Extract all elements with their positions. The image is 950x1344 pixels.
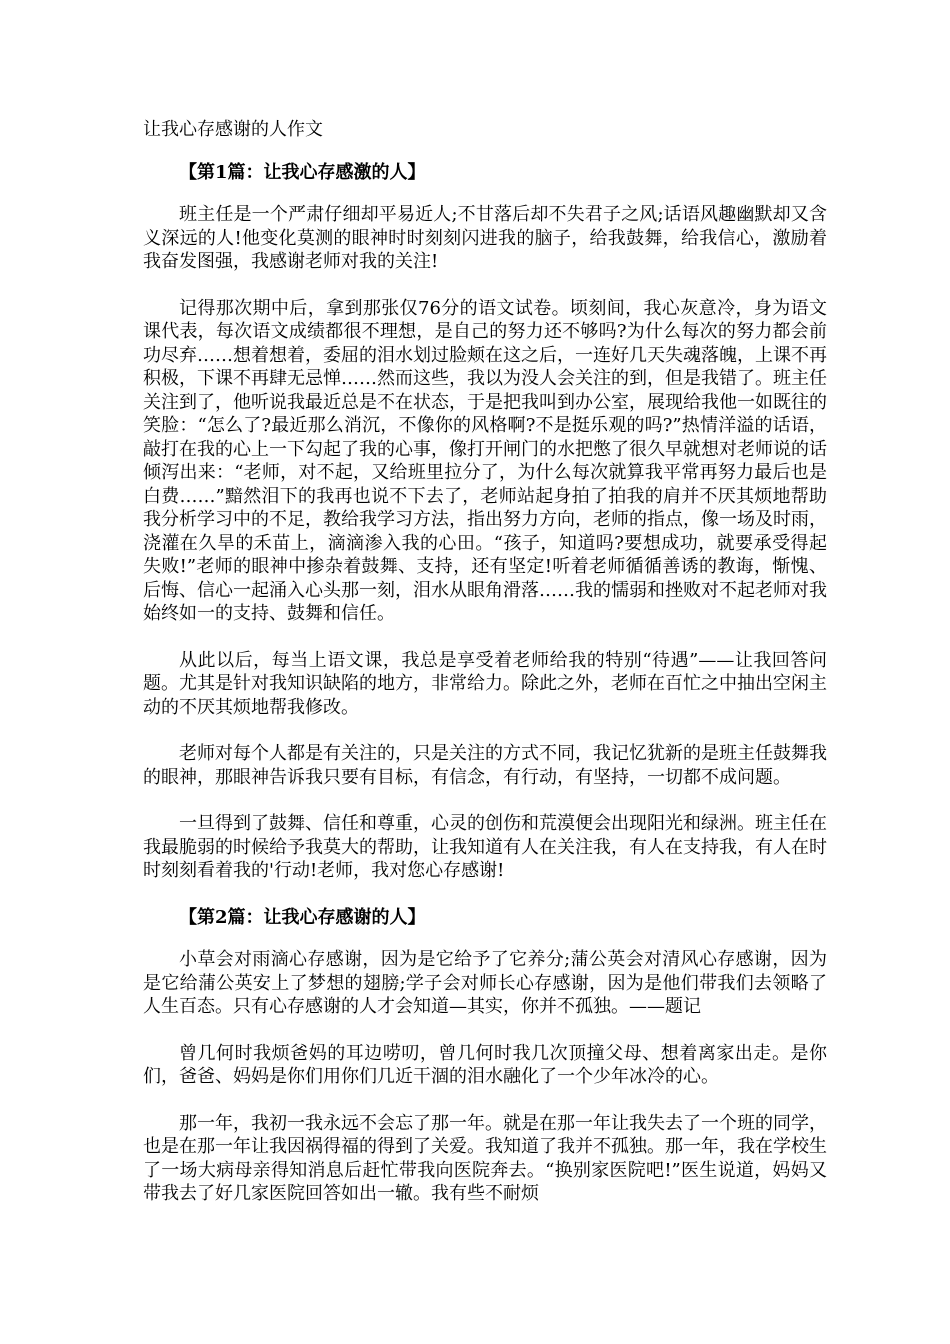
paragraph: 一旦得到了鼓舞、信任和尊重，心灵的创伤和荒漠便会出现阳光和绿洲。班主任在我最脆弱的时候给予我莫大的帮助，让我知道有人在关注我，有人在支持我，有人在时时刻刻看着我的'行动!老师，我对您心存感谢! <box>143 813 827 881</box>
section-heading-2: 【第2篇：让我心存感谢的人】 <box>179 906 426 928</box>
document-title: 让我心存感谢的人作文 <box>143 119 323 140</box>
document-body <box>143 118 827 1229</box>
paragraph: 老师对每个人都是有关注的，只是关注的方式不同，我记忆犹新的是班主任鼓舞我的眼神，那眼神告诉我只要有目标，有信念，有行动，有坚持，一切都不成问题。 <box>143 743 827 788</box>
paragraph: 从此以后，每当上语文课，我总是享受着老师给我的特别“待遇”——让我回答问题。尤其是针对我知识缺陷的地方，非常给力。除此之外，老师在百忙之中抽出空闲主动的不厌其烦地帮我修改。 <box>143 649 827 718</box>
section-heading-1: 【第1篇：让我心存感激的人】 <box>179 161 426 183</box>
paragraph: 那一年，我初一我永远不会忘了那一年。就是在那一年让我失去了一个班的同学，也是在那一年让我因祸得福的得到了关爱。我知道了我并不孤独。那一年，我在学校生了一场大病母亲得知消息后赶忙带我向医院奔去。“换别家医院吧!”医生说道，妈妈又带我去了好几家医院回答如出一辙。我有些不耐烦 <box>143 1112 827 1204</box>
paragraph: 曾几何时我烦爸妈的耳边唠叨，曾几何时我几次顶撞父母、想着离家出走。是你们，爸爸、妈妈是你们用你们几近干涸的泪水融化了一个少年冰冷的心。 <box>143 1042 827 1087</box>
paragraph: 记得那次期中后，拿到那张仅76分的语文试卷。顷刻间，我心灰意冷，身为语文课代表，每次语文成绩都很不理想，是自己的努力还不够吗?为什么每次的努力都会前功尽弃……想着想着，委屈的泪水划过脸颊在这之后，一连好几天失魂落魄，上课不再积极，下课不再肆无忌惮……然而这些，我以为没人会关注的到，但是我错了。班主任关注到了，他听说我最近总是不在状态，于是把我叫到办公室，展现给我他一如既往的笑脸：“怎么了?最近那么消沉，不像你的风格啊?不是挺乐观的吗?”热情洋溢的话语，敲打在我的心上一下勾起了我的心事，像打开闸门的水把憋了很久早就想对老师说的话倾泻出来：“老师，对不起，又给班里拉分了，为什么每次就算我平常再努力最后也是白费……”黯然泪下的我再也说不下去了，老师站起身拍了拍我的肩并不厌其烦地帮助我分析学习中的不足，教给我学习方法，指出努力方向，老师的指点，像一场及时雨，浇灌在久旱的禾苗上，滴滴渗入我的心田。“孩子，知道吗?要想成功，就要承受得起失败!”老师的眼神中掺杂着鼓舞、支持，还有坚定!听着老师循循善诱的教诲，惭愧、后悔、信心一起涌入心头那一刻，泪水从眼角滑落……我的懦弱和挫败对不起老师对我始终如一的支持、鼓舞和信任。 <box>143 297 827 624</box>
paragraph: 班主任是一个严肃仔细却平易近人;不甘落后却不失君子之风;话语风趣幽默却又含义深远的人!他变化莫测的眼神时时刻刻闪进我的脑子，给我鼓舞，给我信心，激励着我奋发图强，我感谢老师对我的关注! <box>143 204 827 272</box>
paragraph: 小草会对雨滴心存感谢，因为是它给予了它养分;蒲公英会对清风心存感谢，因为是它给蒲公英安上了梦想的翅膀;学子会对师长心存感谢，因为是他们带我们去领略了人生百态。只有心存感谢的人才会知道—其实，你并不孤独。——题记 <box>143 949 827 1017</box>
